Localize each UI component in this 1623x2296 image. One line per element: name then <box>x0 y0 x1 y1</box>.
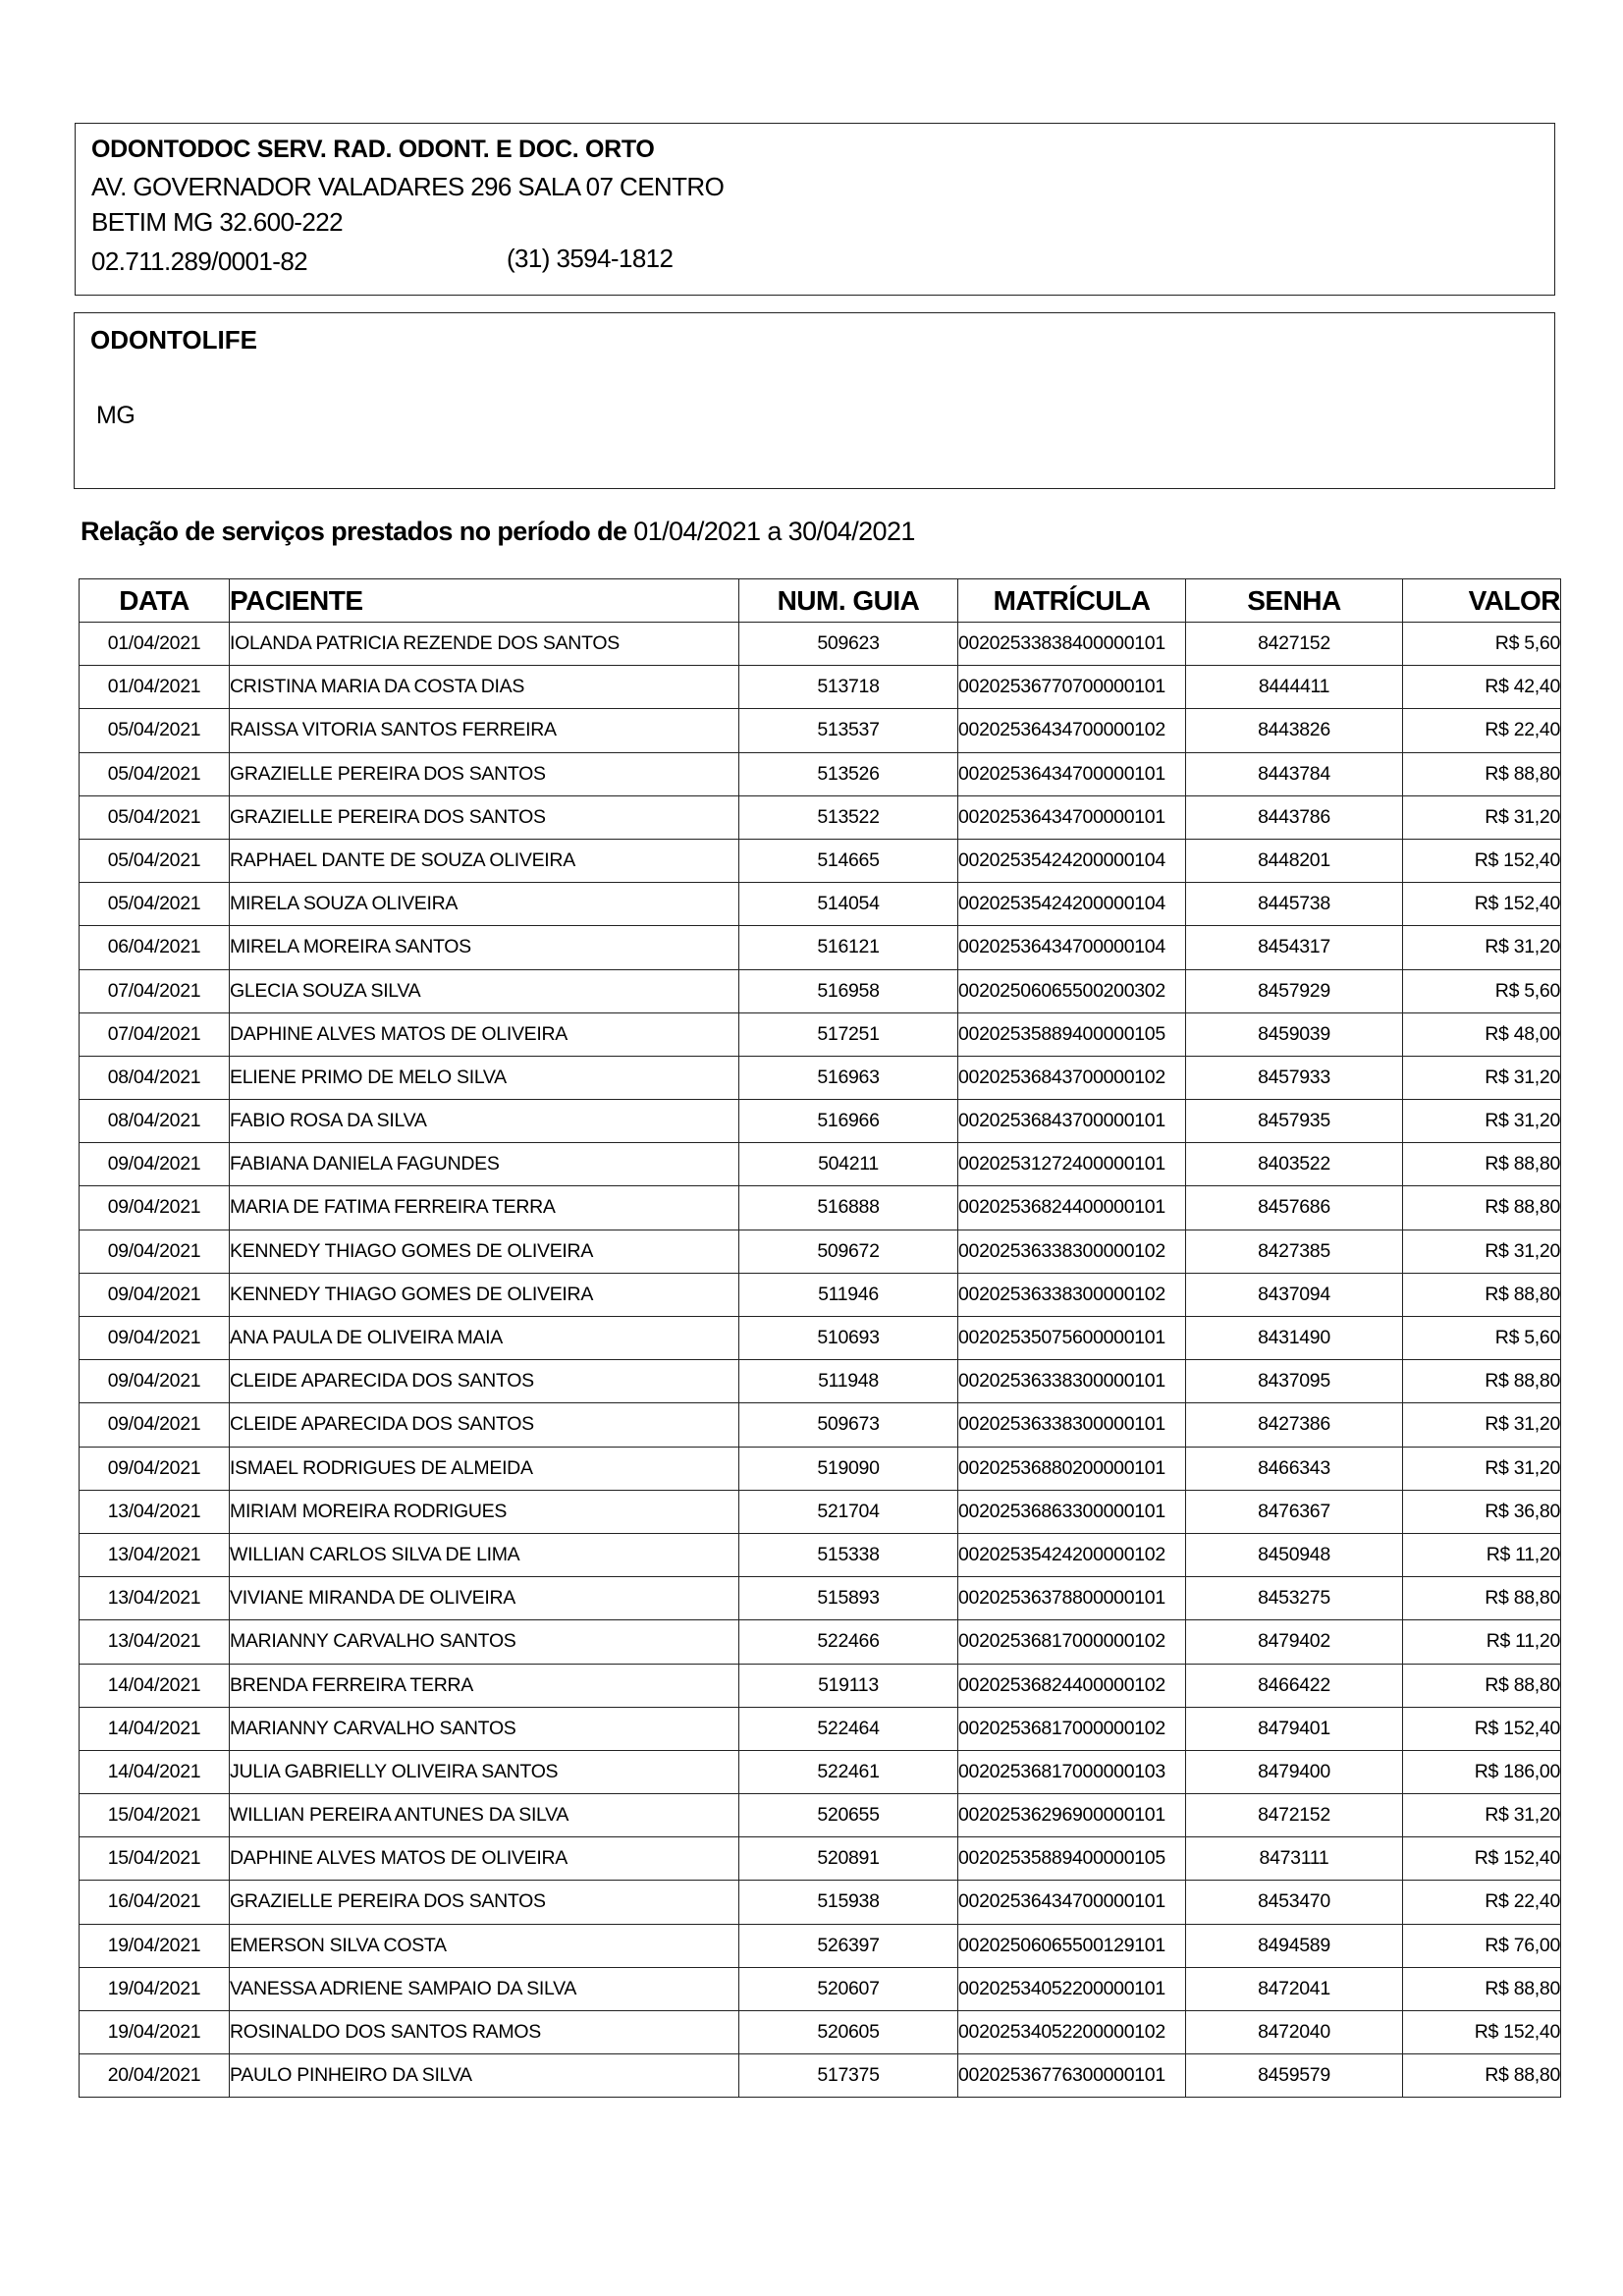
cell-data: 19/04/2021 <box>80 1924 230 1967</box>
cell-paciente: FABIANA DANIELA FAGUNDES <box>230 1143 739 1186</box>
table-row <box>80 1143 1561 1186</box>
provider-address: AV. GOVERNADOR VALADARES 296 SALA 07 CENTRO <box>91 172 725 201</box>
cell-senha: 8454317 <box>1186 926 1403 969</box>
cell-num-guia: 520605 <box>739 2011 958 2054</box>
cell-data: 13/04/2021 <box>80 1577 230 1620</box>
table-row <box>80 1794 1561 1837</box>
cell-matricula: 00202536338300000102 <box>958 1230 1186 1273</box>
cell-paciente: GRAZIELLE PEREIRA DOS SANTOS <box>230 1881 739 1924</box>
cell-senha: 8476367 <box>1186 1490 1403 1533</box>
cell-senha: 8457933 <box>1186 1056 1403 1099</box>
cell-paciente: GLECIA SOUZA SILVA <box>230 969 739 1012</box>
cell-matricula: 00202534052200000102 <box>958 2011 1186 2054</box>
cell-senha: 8494589 <box>1186 1924 1403 1967</box>
header-matricula: MATRÍCULA <box>958 579 1186 623</box>
cell-valor: R$ 76,00 <box>1403 1924 1561 1967</box>
cell-valor: R$ 186,00 <box>1403 1750 1561 1793</box>
cell-data: 15/04/2021 <box>80 1837 230 1881</box>
cell-senha: 8479400 <box>1186 1750 1403 1793</box>
table-row <box>80 1186 1561 1230</box>
cell-senha: 8459579 <box>1186 2054 1403 2098</box>
cell-num-guia: 520891 <box>739 1837 958 1881</box>
cell-matricula: 00202536434700000101 <box>958 795 1186 839</box>
cell-senha: 8473111 <box>1186 1837 1403 1881</box>
header-num-guia: NUM. GUIA <box>739 579 958 623</box>
cell-senha: 8444411 <box>1186 666 1403 709</box>
cell-matricula: 00202535075600000101 <box>958 1317 1186 1360</box>
cell-valor: R$ 88,80 <box>1403 1143 1561 1186</box>
cell-data: 09/04/2021 <box>80 1360 230 1403</box>
cell-num-guia: 526397 <box>739 1924 958 1967</box>
cell-paciente: EMERSON SILVA COSTA <box>230 1924 739 1967</box>
cell-valor: R$ 31,20 <box>1403 1100 1561 1143</box>
cell-senha: 8437094 <box>1186 1273 1403 1316</box>
cell-matricula: 00202534052200000101 <box>958 1967 1186 2010</box>
cell-matricula: 00202536338300000101 <box>958 1403 1186 1447</box>
cell-valor: R$ 88,80 <box>1403 1664 1561 1707</box>
cell-valor: R$ 42,40 <box>1403 666 1561 709</box>
table-row <box>80 1881 1561 1924</box>
cell-senha: 8457686 <box>1186 1186 1403 1230</box>
cell-paciente: MARIANNY CARVALHO SANTOS <box>230 1707 739 1750</box>
cell-valor: R$ 88,80 <box>1403 752 1561 795</box>
cell-num-guia: 516963 <box>739 1056 958 1099</box>
cell-paciente: WILLIAN CARLOS SILVA DE LIMA <box>230 1533 739 1576</box>
table-body <box>80 623 1561 2098</box>
cell-valor: R$ 31,20 <box>1403 1794 1561 1837</box>
cell-data: 06/04/2021 <box>80 926 230 969</box>
cell-data: 08/04/2021 <box>80 1056 230 1099</box>
cell-data: 05/04/2021 <box>80 709 230 752</box>
period-label: Relação de serviços prestados no período de <box>81 517 627 546</box>
cell-senha: 8472041 <box>1186 1967 1403 2010</box>
cell-data: 13/04/2021 <box>80 1533 230 1576</box>
cell-num-guia: 509673 <box>739 1403 958 1447</box>
cell-senha: 8443826 <box>1186 709 1403 752</box>
provider-phone: (31) 3594-1812 <box>507 244 674 273</box>
cell-num-guia: 519113 <box>739 1664 958 1707</box>
cell-data: 14/04/2021 <box>80 1750 230 1793</box>
cell-paciente: MIRELA MOREIRA SANTOS <box>230 926 739 969</box>
table-row <box>80 1100 1561 1143</box>
cell-valor: R$ 31,20 <box>1403 1447 1561 1490</box>
cell-paciente: PAULO PINHEIRO DA SILVA <box>230 2054 739 2098</box>
cell-data: 01/04/2021 <box>80 623 230 666</box>
table-row <box>80 883 1561 926</box>
cell-paciente: DAPHINE ALVES MATOS DE OLIVEIRA <box>230 1837 739 1881</box>
cell-num-guia: 513522 <box>739 795 958 839</box>
cell-matricula: 00202536434700000104 <box>958 926 1186 969</box>
cell-valor: R$ 152,40 <box>1403 1707 1561 1750</box>
cell-senha: 8403522 <box>1186 1143 1403 1186</box>
cell-data: 01/04/2021 <box>80 666 230 709</box>
cell-num-guia: 514054 <box>739 883 958 926</box>
table-row <box>80 926 1561 969</box>
period-heading <box>81 517 915 547</box>
cell-num-guia: 522466 <box>739 1620 958 1664</box>
table-row <box>80 1533 1561 1576</box>
cell-paciente: MIRELA SOUZA OLIVEIRA <box>230 883 739 926</box>
cell-data: 09/04/2021 <box>80 1317 230 1360</box>
cell-matricula: 00202535424200000104 <box>958 883 1186 926</box>
table-row <box>80 795 1561 839</box>
cell-num-guia: 516966 <box>739 1100 958 1143</box>
cell-valor: R$ 11,20 <box>1403 1533 1561 1576</box>
cell-senha: 8479402 <box>1186 1620 1403 1664</box>
header-senha: SENHA <box>1186 579 1403 623</box>
cell-matricula: 00202536817000000102 <box>958 1620 1186 1664</box>
table-row <box>80 2011 1561 2054</box>
cell-paciente: KENNEDY THIAGO GOMES DE OLIVEIRA <box>230 1273 739 1316</box>
cell-num-guia: 516958 <box>739 969 958 1012</box>
cell-num-guia: 517251 <box>739 1012 958 1056</box>
cell-data: 15/04/2021 <box>80 1794 230 1837</box>
cell-paciente: RAISSA VITORIA SANTOS FERREIRA <box>230 709 739 752</box>
cell-paciente: WILLIAN PEREIRA ANTUNES DA SILVA <box>230 1794 739 1837</box>
table-row <box>80 623 1561 666</box>
table-row <box>80 1707 1561 1750</box>
cell-paciente: CLEIDE APARECIDA DOS SANTOS <box>230 1360 739 1403</box>
cell-data: 07/04/2021 <box>80 1012 230 1056</box>
cell-num-guia: 513526 <box>739 752 958 795</box>
cell-paciente: MARIANNY CARVALHO SANTOS <box>230 1620 739 1664</box>
cell-senha: 8466343 <box>1186 1447 1403 1490</box>
table-row <box>80 1967 1561 2010</box>
table-row <box>80 1664 1561 1707</box>
cell-senha: 8457929 <box>1186 969 1403 1012</box>
cell-valor: R$ 31,20 <box>1403 795 1561 839</box>
cell-data: 13/04/2021 <box>80 1620 230 1664</box>
client-name: ODONTOLIFE <box>90 325 257 355</box>
cell-data: 14/04/2021 <box>80 1707 230 1750</box>
table-row <box>80 666 1561 709</box>
table-row <box>80 1577 1561 1620</box>
cell-valor: R$ 88,80 <box>1403 1967 1561 2010</box>
cell-matricula: 00202506065500200302 <box>958 969 1186 1012</box>
cell-matricula: 00202536770700000101 <box>958 666 1186 709</box>
cell-matricula: 00202536776300000101 <box>958 2054 1186 2098</box>
cell-num-guia: 513718 <box>739 666 958 709</box>
cell-num-guia: 509672 <box>739 1230 958 1273</box>
cell-num-guia: 517375 <box>739 2054 958 2098</box>
cell-senha: 8459039 <box>1186 1012 1403 1056</box>
cell-senha: 8437095 <box>1186 1360 1403 1403</box>
cell-senha: 8448201 <box>1186 839 1403 882</box>
cell-matricula: 00202506065500129101 <box>958 1924 1186 1967</box>
cell-num-guia: 504211 <box>739 1143 958 1186</box>
cell-matricula: 00202535424200000104 <box>958 839 1186 882</box>
cell-valor: R$ 88,80 <box>1403 2054 1561 2098</box>
cell-data: 09/04/2021 <box>80 1143 230 1186</box>
cell-data: 09/04/2021 <box>80 1447 230 1490</box>
cell-paciente: DAPHINE ALVES MATOS DE OLIVEIRA <box>230 1012 739 1056</box>
cell-matricula: 00202536843700000102 <box>958 1056 1186 1099</box>
table-row <box>80 1837 1561 1881</box>
cell-paciente: JULIA GABRIELLY OLIVEIRA SANTOS <box>230 1750 739 1793</box>
cell-paciente: FABIO ROSA DA SILVA <box>230 1100 739 1143</box>
table-row <box>80 1403 1561 1447</box>
cell-matricula: 00202536843700000101 <box>958 1100 1186 1143</box>
period-range: 01/04/2021 a 30/04/2021 <box>633 517 915 546</box>
table-row <box>80 1012 1561 1056</box>
cell-matricula: 00202531272400000101 <box>958 1143 1186 1186</box>
cell-paciente: ELIENE PRIMO DE MELO SILVA <box>230 1056 739 1099</box>
cell-paciente: VIVIANE MIRANDA DE OLIVEIRA <box>230 1577 739 1620</box>
cell-senha: 8427386 <box>1186 1403 1403 1447</box>
cell-matricula: 00202536434700000101 <box>958 752 1186 795</box>
cell-paciente: CRISTINA MARIA DA COSTA DIAS <box>230 666 739 709</box>
table-row <box>80 969 1561 1012</box>
cell-senha: 8479401 <box>1186 1707 1403 1750</box>
cell-matricula: 00202536824400000101 <box>958 1186 1186 1230</box>
cell-valor: R$ 22,40 <box>1403 1881 1561 1924</box>
cell-senha: 8427152 <box>1186 623 1403 666</box>
cell-data: 09/04/2021 <box>80 1273 230 1316</box>
cell-valor: R$ 152,40 <box>1403 2011 1561 2054</box>
cell-num-guia: 519090 <box>739 1447 958 1490</box>
table-row <box>80 1490 1561 1533</box>
cell-matricula: 00202535424200000102 <box>958 1533 1186 1576</box>
cell-data: 09/04/2021 <box>80 1403 230 1447</box>
header-valor: VALOR <box>1403 579 1561 623</box>
cell-senha: 8466422 <box>1186 1664 1403 1707</box>
cell-valor: R$ 152,40 <box>1403 883 1561 926</box>
cell-paciente: VANESSA ADRIENE SAMPAIO DA SILVA <box>230 1967 739 2010</box>
cell-data: 08/04/2021 <box>80 1100 230 1143</box>
client-info-box <box>74 312 1555 489</box>
cell-paciente: CLEIDE APARECIDA DOS SANTOS <box>230 1403 739 1447</box>
table-row <box>80 1447 1561 1490</box>
cell-num-guia: 516888 <box>739 1186 958 1230</box>
cell-matricula: 00202536824400000102 <box>958 1664 1186 1707</box>
header-data: DATA <box>80 579 230 623</box>
cell-matricula: 00202536338300000102 <box>958 1273 1186 1316</box>
cell-num-guia: 520607 <box>739 1967 958 2010</box>
cell-num-guia: 511946 <box>739 1273 958 1316</box>
cell-valor: R$ 88,80 <box>1403 1360 1561 1403</box>
table-row <box>80 2054 1561 2098</box>
cell-num-guia: 510693 <box>739 1317 958 1360</box>
cell-data: 13/04/2021 <box>80 1490 230 1533</box>
cell-senha: 8472152 <box>1186 1794 1403 1837</box>
provider-info-box <box>75 123 1555 296</box>
cell-valor: R$ 152,40 <box>1403 839 1561 882</box>
cell-senha: 8445738 <box>1186 883 1403 926</box>
cell-valor: R$ 31,20 <box>1403 1230 1561 1273</box>
cell-num-guia: 515938 <box>739 1881 958 1924</box>
cell-paciente: ROSINALDO DOS SANTOS RAMOS <box>230 2011 739 2054</box>
cell-senha: 8443784 <box>1186 752 1403 795</box>
services-table <box>79 578 1561 2098</box>
cell-num-guia: 521704 <box>739 1490 958 1533</box>
table-row <box>80 1056 1561 1099</box>
cell-valor: R$ 31,20 <box>1403 1056 1561 1099</box>
cell-matricula: 00202536434700000101 <box>958 1881 1186 1924</box>
cell-matricula: 00202536338300000101 <box>958 1360 1186 1403</box>
cell-data: 16/04/2021 <box>80 1881 230 1924</box>
cell-senha: 8472040 <box>1186 2011 1403 2054</box>
cell-paciente: GRAZIELLE PEREIRA DOS SANTOS <box>230 752 739 795</box>
cell-valor: R$ 36,80 <box>1403 1490 1561 1533</box>
cell-matricula: 00202536863300000101 <box>958 1490 1186 1533</box>
cell-data: 05/04/2021 <box>80 752 230 795</box>
cell-data: 05/04/2021 <box>80 795 230 839</box>
table-row <box>80 709 1561 752</box>
cell-paciente: KENNEDY THIAGO GOMES DE OLIVEIRA <box>230 1230 739 1273</box>
cell-data: 09/04/2021 <box>80 1230 230 1273</box>
cell-data: 05/04/2021 <box>80 839 230 882</box>
cell-senha: 8427385 <box>1186 1230 1403 1273</box>
table-row <box>80 839 1561 882</box>
table-row <box>80 1924 1561 1967</box>
client-state: MG <box>96 402 135 429</box>
cell-matricula: 00202536880200000101 <box>958 1447 1186 1490</box>
cell-senha: 8450948 <box>1186 1533 1403 1576</box>
table-header-row <box>80 579 1561 623</box>
table-row <box>80 1273 1561 1316</box>
cell-matricula: 00202535889400000105 <box>958 1837 1186 1881</box>
cell-paciente: RAPHAEL DANTE DE SOUZA OLIVEIRA <box>230 839 739 882</box>
cell-valor: R$ 88,80 <box>1403 1273 1561 1316</box>
cell-senha: 8453470 <box>1186 1881 1403 1924</box>
cell-data: 09/04/2021 <box>80 1186 230 1230</box>
cell-num-guia: 520655 <box>739 1794 958 1837</box>
cell-num-guia: 516121 <box>739 926 958 969</box>
cell-matricula: 00202536378800000101 <box>958 1577 1186 1620</box>
cell-data: 05/04/2021 <box>80 883 230 926</box>
provider-name: ODONTODOC SERV. RAD. ODONT. E DOC. ORTO <box>91 136 655 163</box>
cell-num-guia: 511948 <box>739 1360 958 1403</box>
provider-cnpj: 02.711.289/0001-82 <box>91 246 308 276</box>
cell-data: 14/04/2021 <box>80 1664 230 1707</box>
cell-num-guia: 515893 <box>739 1577 958 1620</box>
cell-valor: R$ 88,80 <box>1403 1186 1561 1230</box>
cell-valor: R$ 31,20 <box>1403 926 1561 969</box>
cell-data: 19/04/2021 <box>80 1967 230 2010</box>
cell-valor: R$ 11,20 <box>1403 1620 1561 1664</box>
table-row <box>80 752 1561 795</box>
cell-num-guia: 522464 <box>739 1707 958 1750</box>
table-row <box>80 1750 1561 1793</box>
cell-num-guia: 522461 <box>739 1750 958 1793</box>
table-row <box>80 1230 1561 1273</box>
cell-senha: 8431490 <box>1186 1317 1403 1360</box>
cell-matricula: 00202536434700000102 <box>958 709 1186 752</box>
cell-valor: R$ 31,20 <box>1403 1403 1561 1447</box>
table-row <box>80 1620 1561 1664</box>
cell-paciente: GRAZIELLE PEREIRA DOS SANTOS <box>230 795 739 839</box>
cell-num-guia: 515338 <box>739 1533 958 1576</box>
cell-valor: R$ 48,00 <box>1403 1012 1561 1056</box>
cell-valor: R$ 5,60 <box>1403 969 1561 1012</box>
cell-paciente: BRENDA FERREIRA TERRA <box>230 1664 739 1707</box>
table-row <box>80 1317 1561 1360</box>
table-row <box>80 1360 1561 1403</box>
cell-matricula: 00202535889400000105 <box>958 1012 1186 1056</box>
header-paciente: PACIENTE <box>230 579 739 623</box>
cell-valor: R$ 5,60 <box>1403 623 1561 666</box>
cell-valor: R$ 22,40 <box>1403 709 1561 752</box>
cell-paciente: ISMAEL RODRIGUES DE ALMEIDA <box>230 1447 739 1490</box>
cell-paciente: IOLANDA PATRICIA REZENDE DOS SANTOS <box>230 623 739 666</box>
cell-senha: 8453275 <box>1186 1577 1403 1620</box>
cell-data: 07/04/2021 <box>80 969 230 1012</box>
cell-num-guia: 509623 <box>739 623 958 666</box>
cell-matricula: 00202533838400000101 <box>958 623 1186 666</box>
cell-data: 19/04/2021 <box>80 2011 230 2054</box>
cell-num-guia: 513537 <box>739 709 958 752</box>
cell-matricula: 00202536296900000101 <box>958 1794 1186 1837</box>
cell-matricula: 00202536817000000102 <box>958 1707 1186 1750</box>
cell-paciente: MARIA DE FATIMA FERREIRA TERRA <box>230 1186 739 1230</box>
cell-valor: R$ 88,80 <box>1403 1577 1561 1620</box>
cell-senha: 8443786 <box>1186 795 1403 839</box>
cell-data: 20/04/2021 <box>80 2054 230 2098</box>
cell-paciente: ANA PAULA DE OLIVEIRA MAIA <box>230 1317 739 1360</box>
cell-matricula: 00202536817000000103 <box>958 1750 1186 1793</box>
cell-valor: R$ 5,60 <box>1403 1317 1561 1360</box>
cell-paciente: MIRIAM MOREIRA RODRIGUES <box>230 1490 739 1533</box>
cell-senha: 8457935 <box>1186 1100 1403 1143</box>
provider-city-line: BETIM MG 32.600-222 <box>91 207 343 237</box>
cell-valor: R$ 152,40 <box>1403 1837 1561 1881</box>
cell-num-guia: 514665 <box>739 839 958 882</box>
